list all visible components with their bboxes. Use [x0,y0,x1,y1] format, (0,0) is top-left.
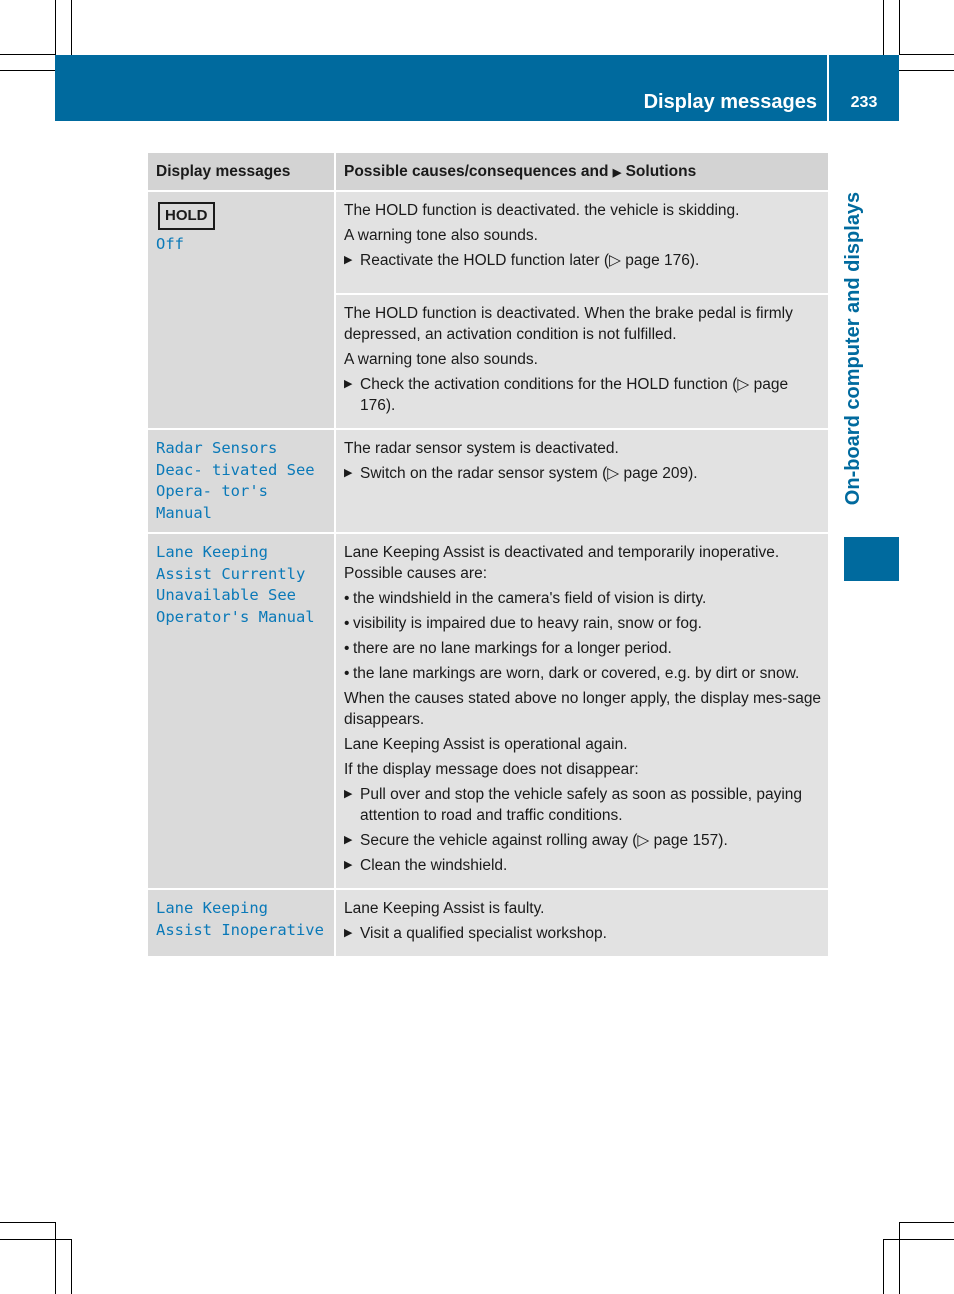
crop-mark [899,1222,900,1294]
section-title: Display messages [643,91,817,113]
solution-step: ▶ Pull over and stop the vehicle safely as soon as possible, paying attention to road and traffic conditions. [344,786,803,824]
chapter-side-tab [838,170,870,526]
step-arrow-icon: ▶ [344,254,353,266]
crop-mark [883,1239,954,1240]
page-header [55,55,899,121]
display-message: Lane Keeping Assist Inoperative [156,899,324,939]
table-row [148,890,828,956]
step-arrow-icon: ▶ [344,467,353,479]
display-messages-table [148,153,828,956]
step-arrow-icon: ▶ [344,788,353,800]
chapter-title: On-board computer and displays [842,191,865,505]
causes-cell: The HOLD function is deactivated. the vehicle is skidding. A warning tone also sounds. ▶ Reactivate the HOLD function later (▷ page 176). [336,192,828,293]
causes-cell: Lane Keeping Assist is deactivated and temporarily inoperative. Possible causes are: • the windshield in the camera's field of vision is dirty. • visibility is impaired due to heavy rain, snow or fog. • there are no lane markings for a longer period. • the lane markings are worn, dark or covered, e.g. by dirt or snow. When the causes stated above no longer apply, the display mes-sage disappears. Lane Keeping Assist is operational again. If the display message does not disappear: ▶ Pull over and stop the vehicle safely as soon as possible, paying attention to road and traffic conditions. ▶ Secure the vehicle against rolling away (▷ page 157). ▶ Clean the windshield. [336,534,828,888]
crop-mark [55,0,56,55]
crop-mark [883,0,884,55]
message-cell [148,430,334,532]
step-arrow-icon: ▶ [344,927,353,939]
message-cell [148,192,334,428]
step-arrow-icon: ▶ [612,167,622,179]
step-arrow-icon: ▶ [344,378,353,390]
step-arrow-icon: ▶ [344,834,353,846]
crop-mark [899,0,900,55]
crop-mark [899,1222,954,1223]
causes-cell: The HOLD function is deactivated. When the brake pedal is firmly depressed, an activation condition is not fulfilled. A warning tone also sounds. ▶ Check the activation conditions for the HOLD function (▷ page 176). [336,295,828,428]
cause-bullet: • visibility is impaired due to heavy rain, snow or fog. [344,615,702,632]
solution-step: ▶ Visit a qualified specialist workshop. [344,925,607,942]
table-row [148,430,828,532]
message-cell [148,534,334,888]
solution-step: ▶ Secure the vehicle against rolling away (▷ page 157). [344,832,728,849]
table-header-row [148,153,828,190]
display-message: Lane Keeping Assist Currently Unavailable See Operator's Manual [156,543,315,626]
crop-mark [899,54,954,55]
message-cell [148,890,334,956]
cause-bullet: • the windshield in the camera's field of vision is dirty. [344,590,707,607]
chapter-marker-block [844,537,899,581]
step-arrow-icon: ▶ [344,859,353,871]
hold-indicator-icon: HOLD [158,202,215,230]
solution-step: ▶ Check the activation conditions for the HOLD function (▷ page 176). [344,376,789,414]
cause-bullet: • the lane markings are worn, dark or covered, e.g. by dirt or snow. [344,665,800,682]
crop-mark [883,1239,884,1294]
solution-step: ▶ Clean the windshield. [344,857,508,874]
crop-mark [0,1239,71,1240]
solution-step: ▶ Switch on the radar sensor system (▷ page 209). [344,465,698,482]
table-row [148,192,828,428]
causes-cell: Lane Keeping Assist is faulty. ▶ Visit a qualified specialist workshop. [336,890,828,956]
display-message: Radar Sensors Deac‐ tivated See Opera‐ tor's Manual [156,439,315,522]
crop-mark [0,54,55,55]
causes-cell: The radar sensor system is deactivated. ▶ Switch on the radar sensor system (▷ page 209). [336,430,828,532]
column-header-causes: Possible causes/consequences and ▶ Solutions [336,153,828,190]
crop-mark [899,70,954,71]
crop-mark [0,1222,55,1223]
page-number: 233 [850,94,878,111]
solution-step: ▶ Reactivate the HOLD function later (▷ page 176). [344,252,700,269]
crop-mark [71,0,72,55]
column-header-messages: Display messages [148,153,334,190]
crop-mark [0,70,55,71]
display-message: Off [156,235,184,253]
crop-mark [55,1222,56,1294]
cause-bullet: • there are no lane markings for a longer period. [344,640,672,657]
table-row [148,534,828,888]
crop-mark [71,1239,72,1294]
